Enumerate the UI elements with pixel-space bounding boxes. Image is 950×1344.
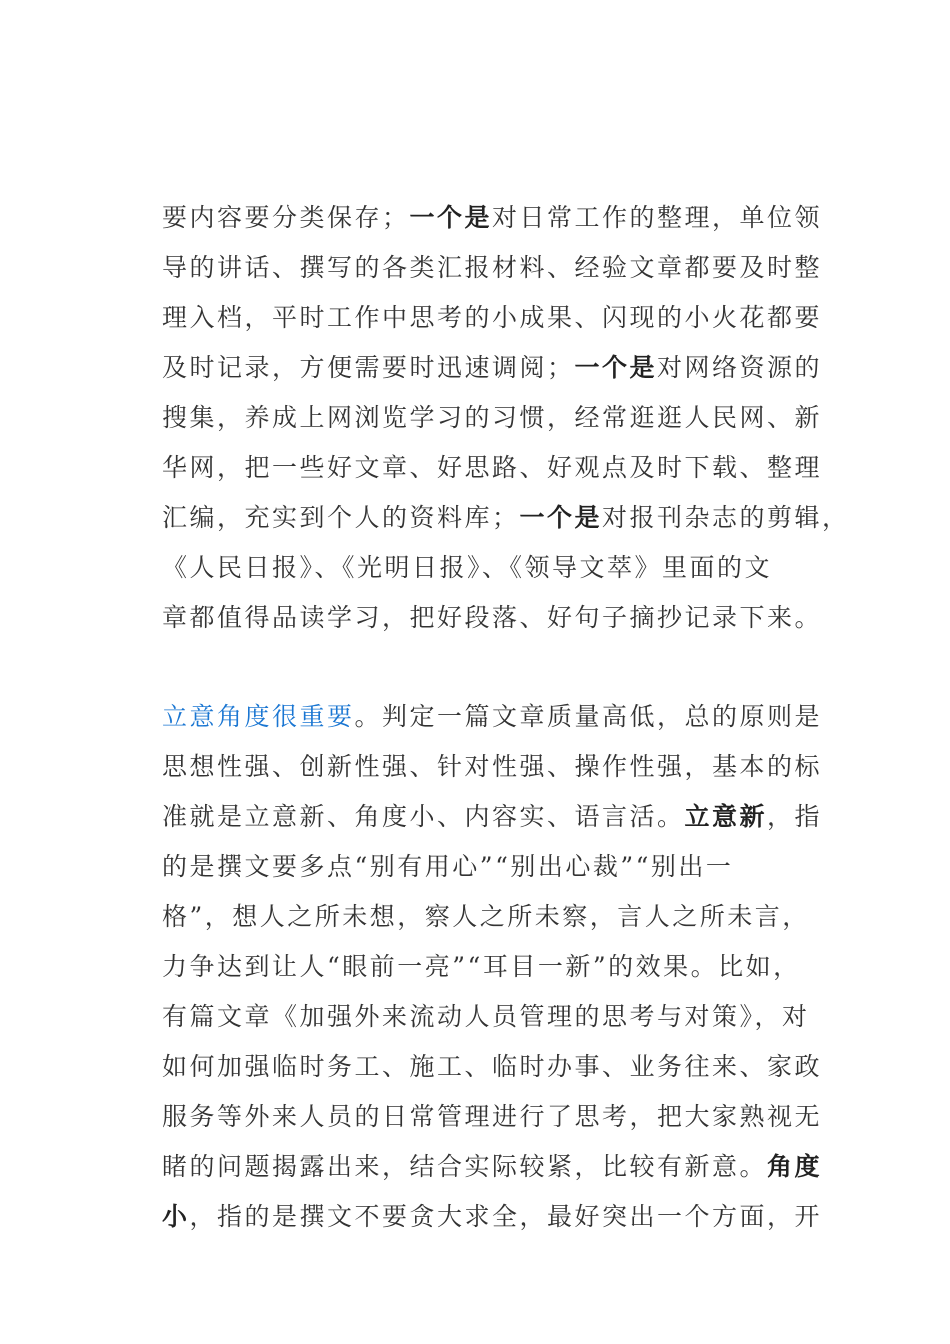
text-run: 对网络资源的 <box>657 353 823 382</box>
p1-line-5: 搜集，养成上网浏览学习的习惯，经常逛逛人民网、新 <box>162 403 823 432</box>
p2-line-2: 思想性强、创新性强、针对性强、操作性强，基本的标 <box>162 752 823 781</box>
p1-line-6: 华网，把一些好文章、好思路、好观点及时下载、整理 <box>162 453 823 482</box>
p1-line-1 <box>162 202 822 234</box>
p1-line-9: 章都值得品读学习，把好段落、好句子摘抄记录下来。 <box>162 603 823 632</box>
text-run: 。判定一篇文章质量高低，总的原则是 <box>354 702 823 731</box>
p1-line-2: 导的讲话、撰写的各类汇报材料、经验文章都要及时整 <box>162 253 823 282</box>
p2-line-4: 的是撰文要多点“别有用心”“别出心裁”“别出一 <box>162 852 734 881</box>
p2-line-3 <box>162 801 822 833</box>
text-run: 汇编，充实到个人的资料库； <box>162 503 520 532</box>
p1-line-3: 理入档，平时工作中思考的小成果、闪现的小火花都要 <box>162 303 823 332</box>
text-run: 睹的问题揭露出来，结合实际较紧，比较有新意。 <box>162 1152 768 1181</box>
text-run: ，指的是撰文不要贪大求全，最好突出一个方面，开 <box>189 1202 823 1231</box>
text-run: 准就是立意新、角度小、内容实、语言活。 <box>162 802 685 831</box>
text-run: 要内容要分类保存； <box>162 203 410 232</box>
p2-line-5: 格”，想人之所未想，察人之所未察，言人之所未言， <box>162 902 810 931</box>
text-run: 对报刊杂志的剪辑， <box>602 503 850 532</box>
p2-line-9: 服务等外来人员的日常管理进行了思考，把大家熟视无 <box>162 1102 823 1131</box>
p2-line-7: 有篇文章《加强外来流动人员管理的思考与对策》，对 <box>162 1002 810 1031</box>
p1-line-8: 《人民日报》、《光明日报》、《领导文萃》里面的文 <box>162 553 773 582</box>
p2-line-1 <box>162 701 822 733</box>
p2-line-8: 如何加强临时务工、施工、临时办事、业务往来、家政 <box>162 1052 823 1081</box>
bold-phrase: 一个是 <box>519 503 603 532</box>
bold-phrase: 小 <box>162 1202 190 1231</box>
bold-phrase: 一个是 <box>409 203 493 232</box>
text-run: 对日常工作的整理，单位领 <box>492 203 823 232</box>
p1-line-7 <box>162 502 850 534</box>
text-run: ，指 <box>767 802 823 831</box>
bold-phrase: 立意新 <box>684 802 768 831</box>
bold-phrase: 角度 <box>767 1152 823 1181</box>
section-heading: 立意角度很重要 <box>162 702 355 731</box>
bold-phrase: 一个是 <box>574 353 658 382</box>
text-run: 及时记录，方便需要时迅速调阅； <box>162 353 575 382</box>
p2-line-11 <box>162 1201 822 1233</box>
p1-line-4 <box>162 352 822 384</box>
p2-line-6: 力争达到让人“眼前一亮”“耳目一新”的效果。比如， <box>162 952 801 981</box>
p2-line-10 <box>162 1151 822 1183</box>
